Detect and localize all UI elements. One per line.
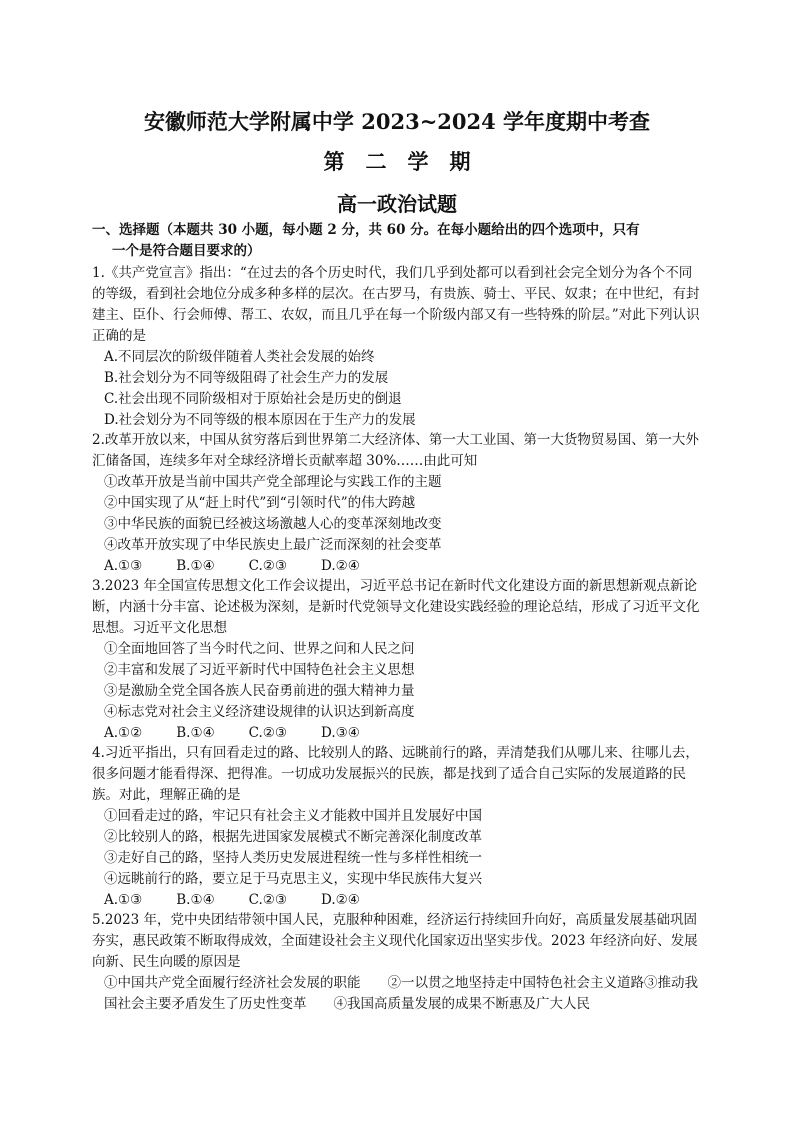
- answer-choices: [92, 890, 704, 911]
- answer-choices: [92, 723, 704, 744]
- option-c: C.社会出现不同阶级相对于原始社会是历史的倒退: [104, 391, 402, 407]
- statement-2: ②比较别人的路，根据先进国家发展模式不断完善深化制度改革: [104, 829, 482, 845]
- choice-b: B.①④: [176, 558, 215, 574]
- question-stem: 3.2023 年全国宣传思想文化工作会议提出，习近平总书记在新时代文化建设方面的新思想新观点新论断，内涵十分丰富、论述极为深刻，是新时代党领导文化建设实践经验的理论总结，形成了习近平文化思想。习近平文化思想: [92, 578, 700, 636]
- statement-1: ①改革开放是当前中国共产党全部理论与实践工作的主题: [104, 474, 442, 490]
- choice-d: D.③④: [321, 725, 360, 741]
- statement-2: ②中国实现了从“赶上时代”到“引领时代”的伟大跨越: [104, 495, 416, 511]
- choice-a: A.①③: [104, 892, 143, 908]
- question-stem: 5.2023 年，党中央团结带领中国人民，克服种种困难，经济运行持续回升向好，高质量发展基础巩固夯实，惠民政策不断取得成效，全面建设社会主义现代化国家迈出坚实步伐。2023 年经济向好、发展向新、民生向暖的原因是: [92, 912, 698, 970]
- choice-a: A.①③: [104, 558, 143, 574]
- choice-c: C.②③: [248, 892, 288, 908]
- question-stem: 4.习近平指出，只有回看走过的路、比较别人的路、远眺前行的路，弄清楚我们从哪儿来、往哪儿去，很多问题才能看得深、把得准。一切成功发展振兴的民族，都是找到了适合自己实际的发展道路的民族。对此，理解正确的是: [92, 745, 699, 803]
- statement-3: ③是激励全党全国各族人民奋勇前进的强大精神力量: [104, 683, 415, 699]
- statement-3: ③中华民族的面貌已经被这场激越人心的变革深刻地改变: [104, 516, 442, 532]
- section-heading: [92, 220, 702, 262]
- question-stem: 2.改革开放以来，中国从贫穷落后到世界第二大经济体、第一大工业国、第一大货物贸易国、第一大外汇储备国，连续多年对全球经济增长贡献率超 30%……由此可知: [92, 432, 699, 469]
- statement-1: ①回看走过的路，牢记只有社会主义才能救中国并且发展好中国: [104, 808, 482, 824]
- semester-title: 第 二 学 期: [323, 149, 471, 174]
- question-1: [92, 263, 704, 431]
- question-3: [92, 576, 704, 744]
- section-heading-line2: 一个是符合题目要求的）: [112, 243, 261, 259]
- statement-4: ④标志党对社会主义经济建设规律的认识达到新高度: [104, 704, 415, 720]
- section-heading-line1: 一、选择题（本题共 30 小题，每小题 2 分，共 60 分。在每小题给出的四个选项中，只有: [92, 222, 640, 238]
- option-d: D.社会划分为不同等级的根本原因在于生产力的发展: [104, 412, 416, 428]
- answer-choices: [92, 556, 704, 577]
- question-4: [92, 743, 704, 911]
- choice-c: C.②③: [248, 725, 288, 741]
- school-title: 安徽师范大学附属中学 2023~2024 学年度期中考查: [143, 109, 651, 134]
- statements: ①中国共产党全面履行经济社会发展的职能 ②一以贯之地坚持走中国特色社会主义道路③推动我国社会主要矛盾发生了历史性变革 ④我国高质量发展的成果不断惠及广大人民: [104, 975, 698, 1012]
- option-a: A.不同层次的阶级伴随着人类社会发展的始终: [104, 349, 375, 365]
- choice-a: A.①②: [104, 725, 143, 741]
- question-stem: 1.《共产党宣言》指出：“在过去的各个历史时代，我们几乎到处都可以看到社会完全划分为各个不同的等级，看到社会地位分成多种多样的层次。在古罗马，有贵族、骑士、平民、奴隶；在中世纪，有封建主、臣仆、行会师傅、帮工、农奴，而且几乎在每一个阶级内部又有一些特殊的阶层。”对此下列认识正确的是: [92, 265, 700, 344]
- statement-4: ④远眺前行的路，要立足于马克思主义，实现中华民族伟大复兴: [104, 871, 482, 887]
- option-b: B.社会划分为不同等级阻碍了社会生产力的发展: [104, 370, 389, 386]
- statement-1: ①全面地回答了当今时代之问、世界之问和人民之问: [104, 641, 415, 657]
- statement-2: ②丰富和发展了习近平新时代中国特色社会主义思想: [104, 662, 415, 678]
- statement-3: ③走好自己的路，坚持人类历史发展进程统一性与多样性相统一: [104, 850, 482, 866]
- choice-b: B.①④: [176, 892, 215, 908]
- choice-b: B.①④: [176, 725, 215, 741]
- statement-4: ④改革开放实现了中华民族史上最广泛而深刻的社会变革: [104, 537, 442, 553]
- choice-d: D.②④: [321, 558, 360, 574]
- choice-d: D.②④: [321, 892, 360, 908]
- question-2: [92, 430, 704, 577]
- exam-subject-title: 高一政治试题: [337, 192, 457, 216]
- choice-c: C.②③: [248, 558, 288, 574]
- question-5: [92, 910, 704, 1015]
